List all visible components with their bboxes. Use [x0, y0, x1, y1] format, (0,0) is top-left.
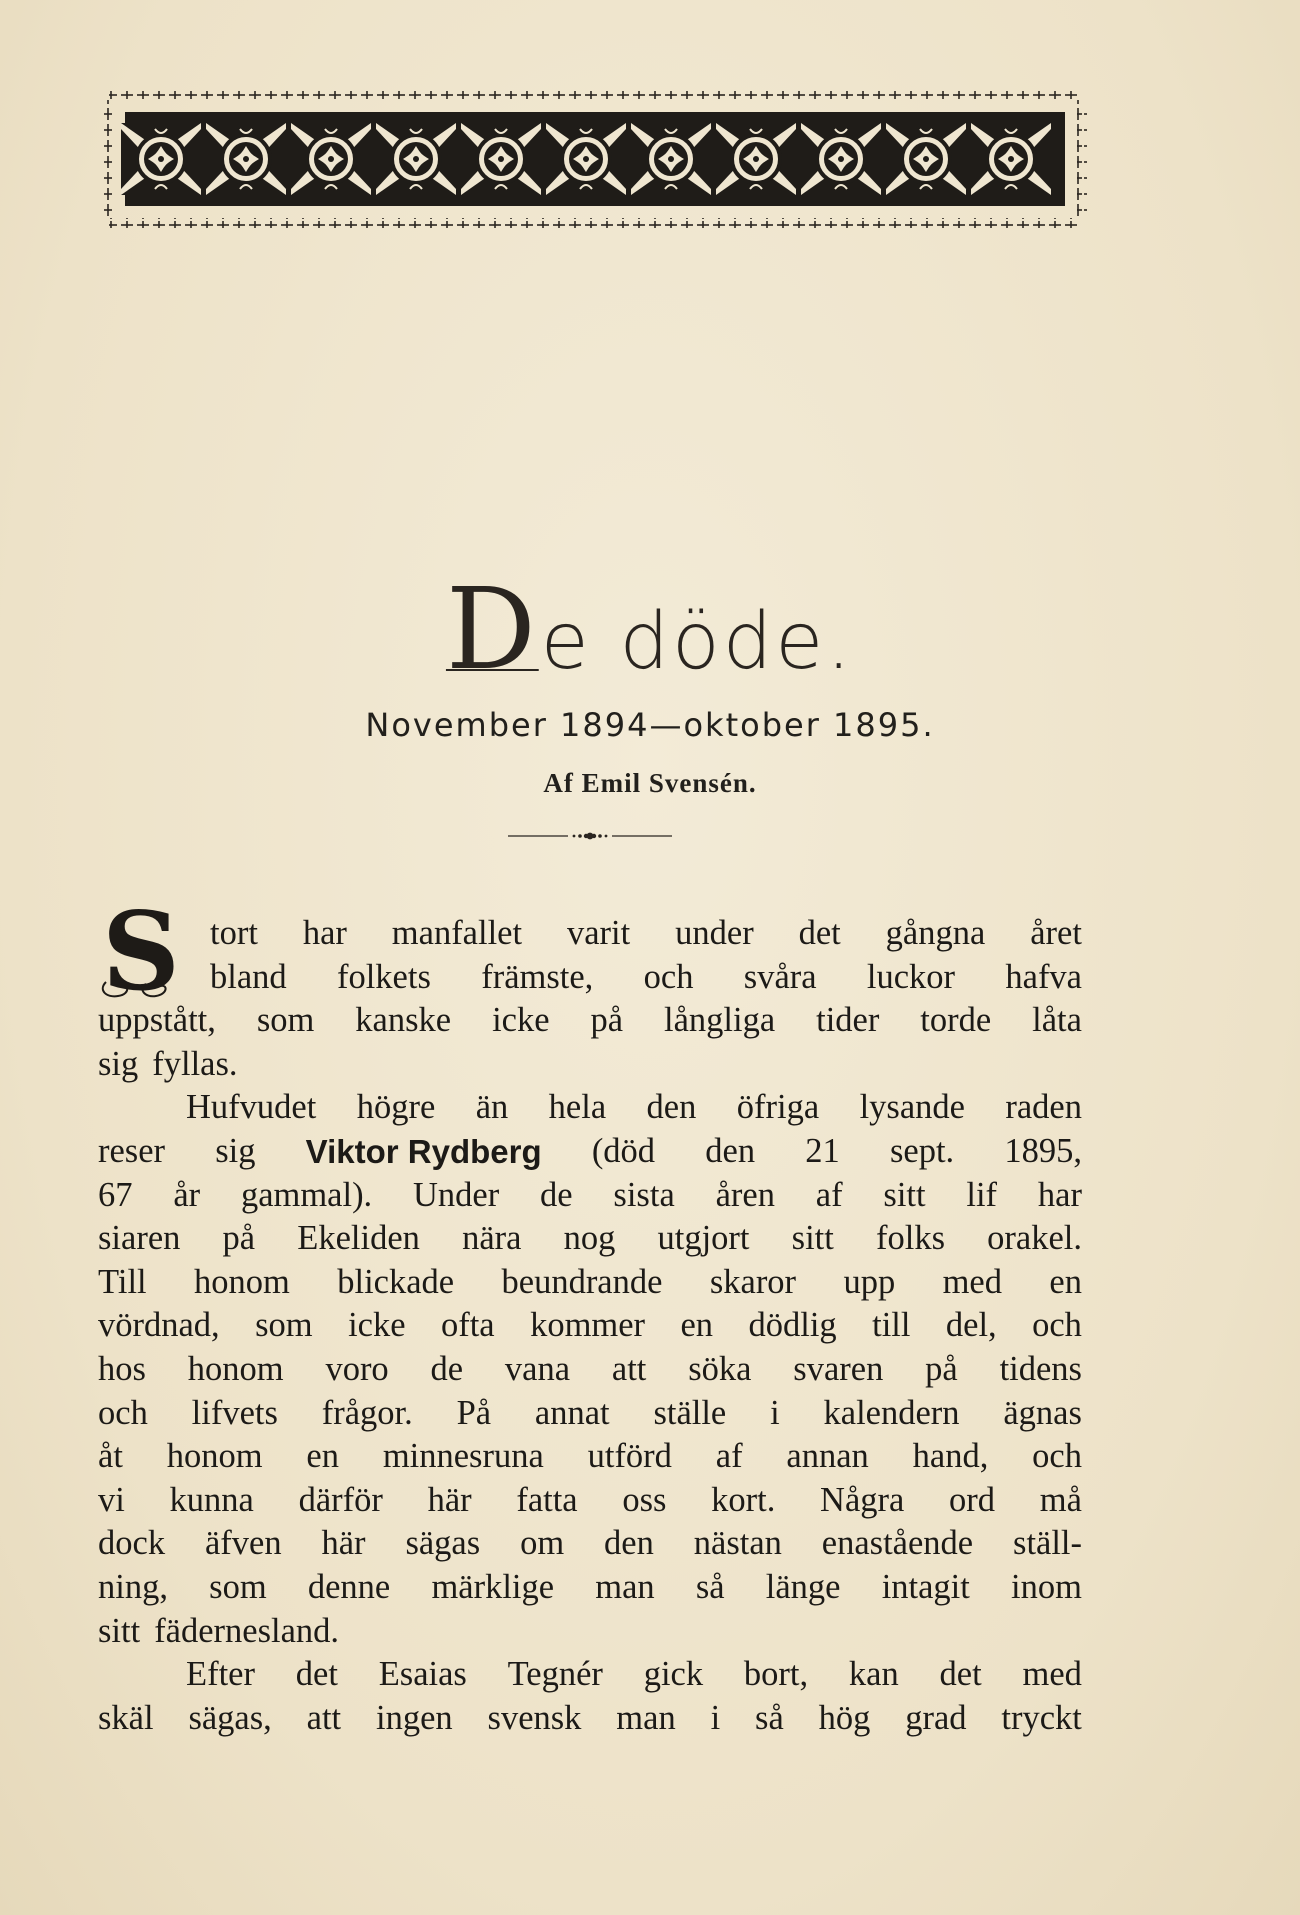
- word: svensk: [487, 1698, 582, 1737]
- word: så: [695, 1567, 725, 1606]
- text-line: [98, 1479, 1082, 1523]
- page-title: [445, 565, 855, 695]
- word: tider: [816, 1001, 880, 1040]
- word: fädernesland.: [154, 1611, 340, 1650]
- word: att: [306, 1698, 342, 1737]
- word: nog: [563, 1219, 616, 1258]
- word: kunna: [169, 1480, 254, 1519]
- word: den: [705, 1131, 756, 1170]
- word: det: [295, 1655, 338, 1694]
- body-text: [98, 912, 1082, 1740]
- word: här: [321, 1524, 366, 1563]
- word: Esaias: [378, 1655, 467, 1694]
- word: man: [595, 1567, 655, 1606]
- word: år: [173, 1175, 201, 1214]
- word: utförd: [587, 1437, 672, 1476]
- word: åt: [98, 1437, 123, 1476]
- word: lysande: [859, 1088, 965, 1127]
- word: bland: [210, 957, 287, 996]
- text-line: [98, 912, 1082, 956]
- word: icke: [492, 1001, 550, 1040]
- word: dock: [98, 1524, 166, 1563]
- word: den: [604, 1524, 654, 1563]
- word: frågor.: [321, 1393, 413, 1432]
- word: ställe: [653, 1393, 727, 1432]
- word: ingen: [376, 1698, 453, 1737]
- word: tryckt: [1001, 1698, 1082, 1737]
- word: luckor: [866, 957, 956, 996]
- word: sägas,: [188, 1698, 272, 1737]
- word: och: [98, 1393, 148, 1432]
- word: främste,: [481, 957, 594, 996]
- word: söka: [688, 1349, 752, 1388]
- word: gammal).: [240, 1175, 373, 1214]
- word: året: [1030, 914, 1082, 952]
- ornament-svg: [103, 90, 1087, 228]
- word: På: [456, 1393, 492, 1432]
- word: hand,: [912, 1437, 989, 1476]
- word: folks: [876, 1219, 945, 1258]
- word: skaror: [709, 1262, 797, 1301]
- word: en: [680, 1306, 714, 1345]
- word: annan: [786, 1437, 869, 1476]
- text-line: [98, 1304, 1082, 1348]
- word: kanske: [355, 1001, 452, 1040]
- word: sig: [215, 1131, 256, 1170]
- word: beundrande: [501, 1262, 663, 1301]
- word: om: [520, 1524, 565, 1563]
- word: vana: [504, 1349, 571, 1388]
- word: svaren: [793, 1349, 884, 1388]
- word: skäl: [98, 1698, 154, 1737]
- word: i: [710, 1698, 721, 1737]
- word: Några: [820, 1480, 905, 1519]
- word: siaren: [98, 1219, 181, 1258]
- word: bort,: [743, 1655, 809, 1694]
- word: märklige: [431, 1567, 555, 1606]
- word: af: [715, 1437, 743, 1476]
- section-divider: [508, 830, 672, 842]
- text-line: [98, 1043, 1082, 1087]
- word: en: [306, 1437, 339, 1476]
- word: vördnad,: [98, 1306, 220, 1345]
- word: dödlig: [748, 1306, 837, 1345]
- word: folkets: [336, 957, 431, 996]
- word: i: [770, 1393, 780, 1432]
- word: Till: [98, 1262, 147, 1301]
- word: därför: [298, 1480, 383, 1519]
- title-rest: e döde.: [540, 596, 855, 687]
- author-line: Af Emil Svensén.: [543, 768, 757, 798]
- word: äfven: [204, 1524, 282, 1563]
- word: honom: [187, 1349, 284, 1388]
- word: tort: [210, 914, 258, 952]
- word: ägnas: [1003, 1393, 1082, 1432]
- word: fyllas.: [152, 1044, 238, 1083]
- word: så: [755, 1698, 784, 1737]
- word: Viktor Rydberg: [305, 1132, 542, 1170]
- word: hafva: [1005, 957, 1082, 996]
- word: af: [815, 1175, 843, 1214]
- word: del,: [945, 1306, 997, 1345]
- word: låta: [1032, 1001, 1082, 1040]
- word: det: [939, 1655, 982, 1694]
- word: under: [675, 914, 754, 952]
- word: lifvets: [191, 1393, 278, 1432]
- word: sept.: [889, 1131, 955, 1170]
- word: denne: [307, 1567, 391, 1606]
- ornament-border: [103, 90, 1087, 228]
- word: kan: [848, 1655, 899, 1694]
- word: än: [475, 1088, 509, 1127]
- word: enastående: [821, 1524, 974, 1563]
- word: ord: [949, 1480, 996, 1519]
- word: på: [925, 1349, 958, 1388]
- word: annat: [534, 1393, 610, 1432]
- word: Hufvudet: [186, 1088, 317, 1127]
- word: voro: [325, 1349, 389, 1388]
- word: intagit: [881, 1567, 970, 1606]
- word: länge: [765, 1567, 841, 1606]
- word: till: [872, 1306, 911, 1345]
- word: manfallet: [391, 914, 523, 952]
- word: de: [540, 1175, 573, 1214]
- word: Ekeliden: [297, 1219, 420, 1258]
- word: den: [646, 1088, 697, 1127]
- text-line: [98, 1392, 1082, 1436]
- word: honom: [166, 1437, 263, 1476]
- word: sig: [98, 1044, 139, 1083]
- word: uppstått,: [98, 1001, 216, 1040]
- word: sitt: [883, 1175, 926, 1214]
- text-line: [98, 1610, 1082, 1654]
- word: med: [1022, 1655, 1082, 1694]
- word: ning,: [98, 1567, 168, 1606]
- word: torde: [920, 1001, 992, 1040]
- word: med: [942, 1262, 1002, 1301]
- word: gick: [643, 1655, 704, 1694]
- text-line: [98, 956, 1082, 1000]
- text-line: [98, 1217, 1082, 1261]
- word: utgjort: [657, 1219, 750, 1258]
- word: Tegnér: [507, 1655, 603, 1694]
- word: kalendern: [823, 1393, 960, 1432]
- word: blickade: [337, 1262, 455, 1301]
- word: orakel.: [987, 1219, 1082, 1258]
- title-initial: D: [445, 565, 539, 695]
- text-line: [98, 1130, 1082, 1174]
- word: 21: [805, 1131, 840, 1170]
- word: Efter: [186, 1655, 255, 1694]
- word: 1895,: [1004, 1131, 1082, 1170]
- word: ofta: [440, 1306, 495, 1345]
- text-line: [98, 1174, 1082, 1218]
- text-line: [98, 1086, 1082, 1130]
- word: och: [1032, 1437, 1082, 1476]
- word: hela: [548, 1088, 607, 1127]
- word: kommer: [530, 1306, 646, 1345]
- word: lif: [966, 1175, 998, 1214]
- word: sitt: [791, 1219, 834, 1258]
- word: svåra: [743, 957, 817, 996]
- text-line: [98, 999, 1082, 1043]
- text-line: [98, 1522, 1082, 1566]
- word: minnesruna: [382, 1437, 544, 1476]
- word: inom: [1011, 1567, 1082, 1606]
- word: som: [255, 1306, 313, 1345]
- word: öfriga: [736, 1088, 820, 1127]
- word: raden: [1005, 1088, 1082, 1127]
- word: som: [209, 1567, 267, 1606]
- word: honom: [194, 1262, 290, 1301]
- word: icke: [348, 1306, 406, 1345]
- word: tidens: [999, 1349, 1082, 1388]
- word: på: [590, 1001, 624, 1040]
- text-line: [98, 1697, 1082, 1741]
- title-block: [0, 565, 1300, 695]
- word: har: [302, 914, 347, 952]
- word: de: [430, 1349, 464, 1388]
- word: sista: [613, 1175, 675, 1214]
- word: en: [1049, 1262, 1082, 1301]
- word: 67: [98, 1175, 133, 1214]
- word: grad: [905, 1698, 967, 1737]
- date-range-subtitle: November 1894—oktober 1895.: [365, 706, 935, 744]
- word: vi: [98, 1480, 125, 1519]
- word: oss: [622, 1480, 667, 1519]
- word: må: [1039, 1480, 1082, 1519]
- word: reser: [98, 1131, 166, 1170]
- word: hög: [818, 1698, 871, 1737]
- word: att: [611, 1349, 647, 1388]
- word: nära: [462, 1219, 522, 1258]
- word: och: [1032, 1306, 1082, 1345]
- word: gångna: [885, 914, 986, 952]
- text-line: [98, 1566, 1082, 1610]
- text-line: [98, 1653, 1082, 1697]
- word: långliga: [664, 1001, 776, 1040]
- word: och: [643, 957, 694, 996]
- word: man: [616, 1698, 676, 1737]
- word: kort.: [711, 1480, 776, 1519]
- word: upp: [843, 1262, 896, 1301]
- text-line: [98, 1261, 1082, 1305]
- word: (död: [591, 1131, 656, 1170]
- word: nästan: [693, 1524, 782, 1563]
- word: det: [798, 914, 841, 952]
- drop-cap-letter: S: [102, 889, 180, 1015]
- word: ställ-: [1013, 1524, 1082, 1563]
- word: Under: [413, 1175, 500, 1214]
- word: hos: [98, 1349, 146, 1388]
- word: fatta: [516, 1480, 578, 1519]
- word: högre: [356, 1088, 436, 1127]
- word: på: [222, 1219, 256, 1258]
- word: åren: [715, 1175, 775, 1214]
- word: sitt: [98, 1611, 141, 1650]
- text-line: [98, 1348, 1082, 1392]
- word: har: [1037, 1175, 1082, 1214]
- text-line: [98, 1435, 1082, 1479]
- word: sägas: [405, 1524, 481, 1563]
- word: som: [256, 1001, 315, 1040]
- word: här: [427, 1480, 472, 1519]
- word: varit: [566, 914, 631, 952]
